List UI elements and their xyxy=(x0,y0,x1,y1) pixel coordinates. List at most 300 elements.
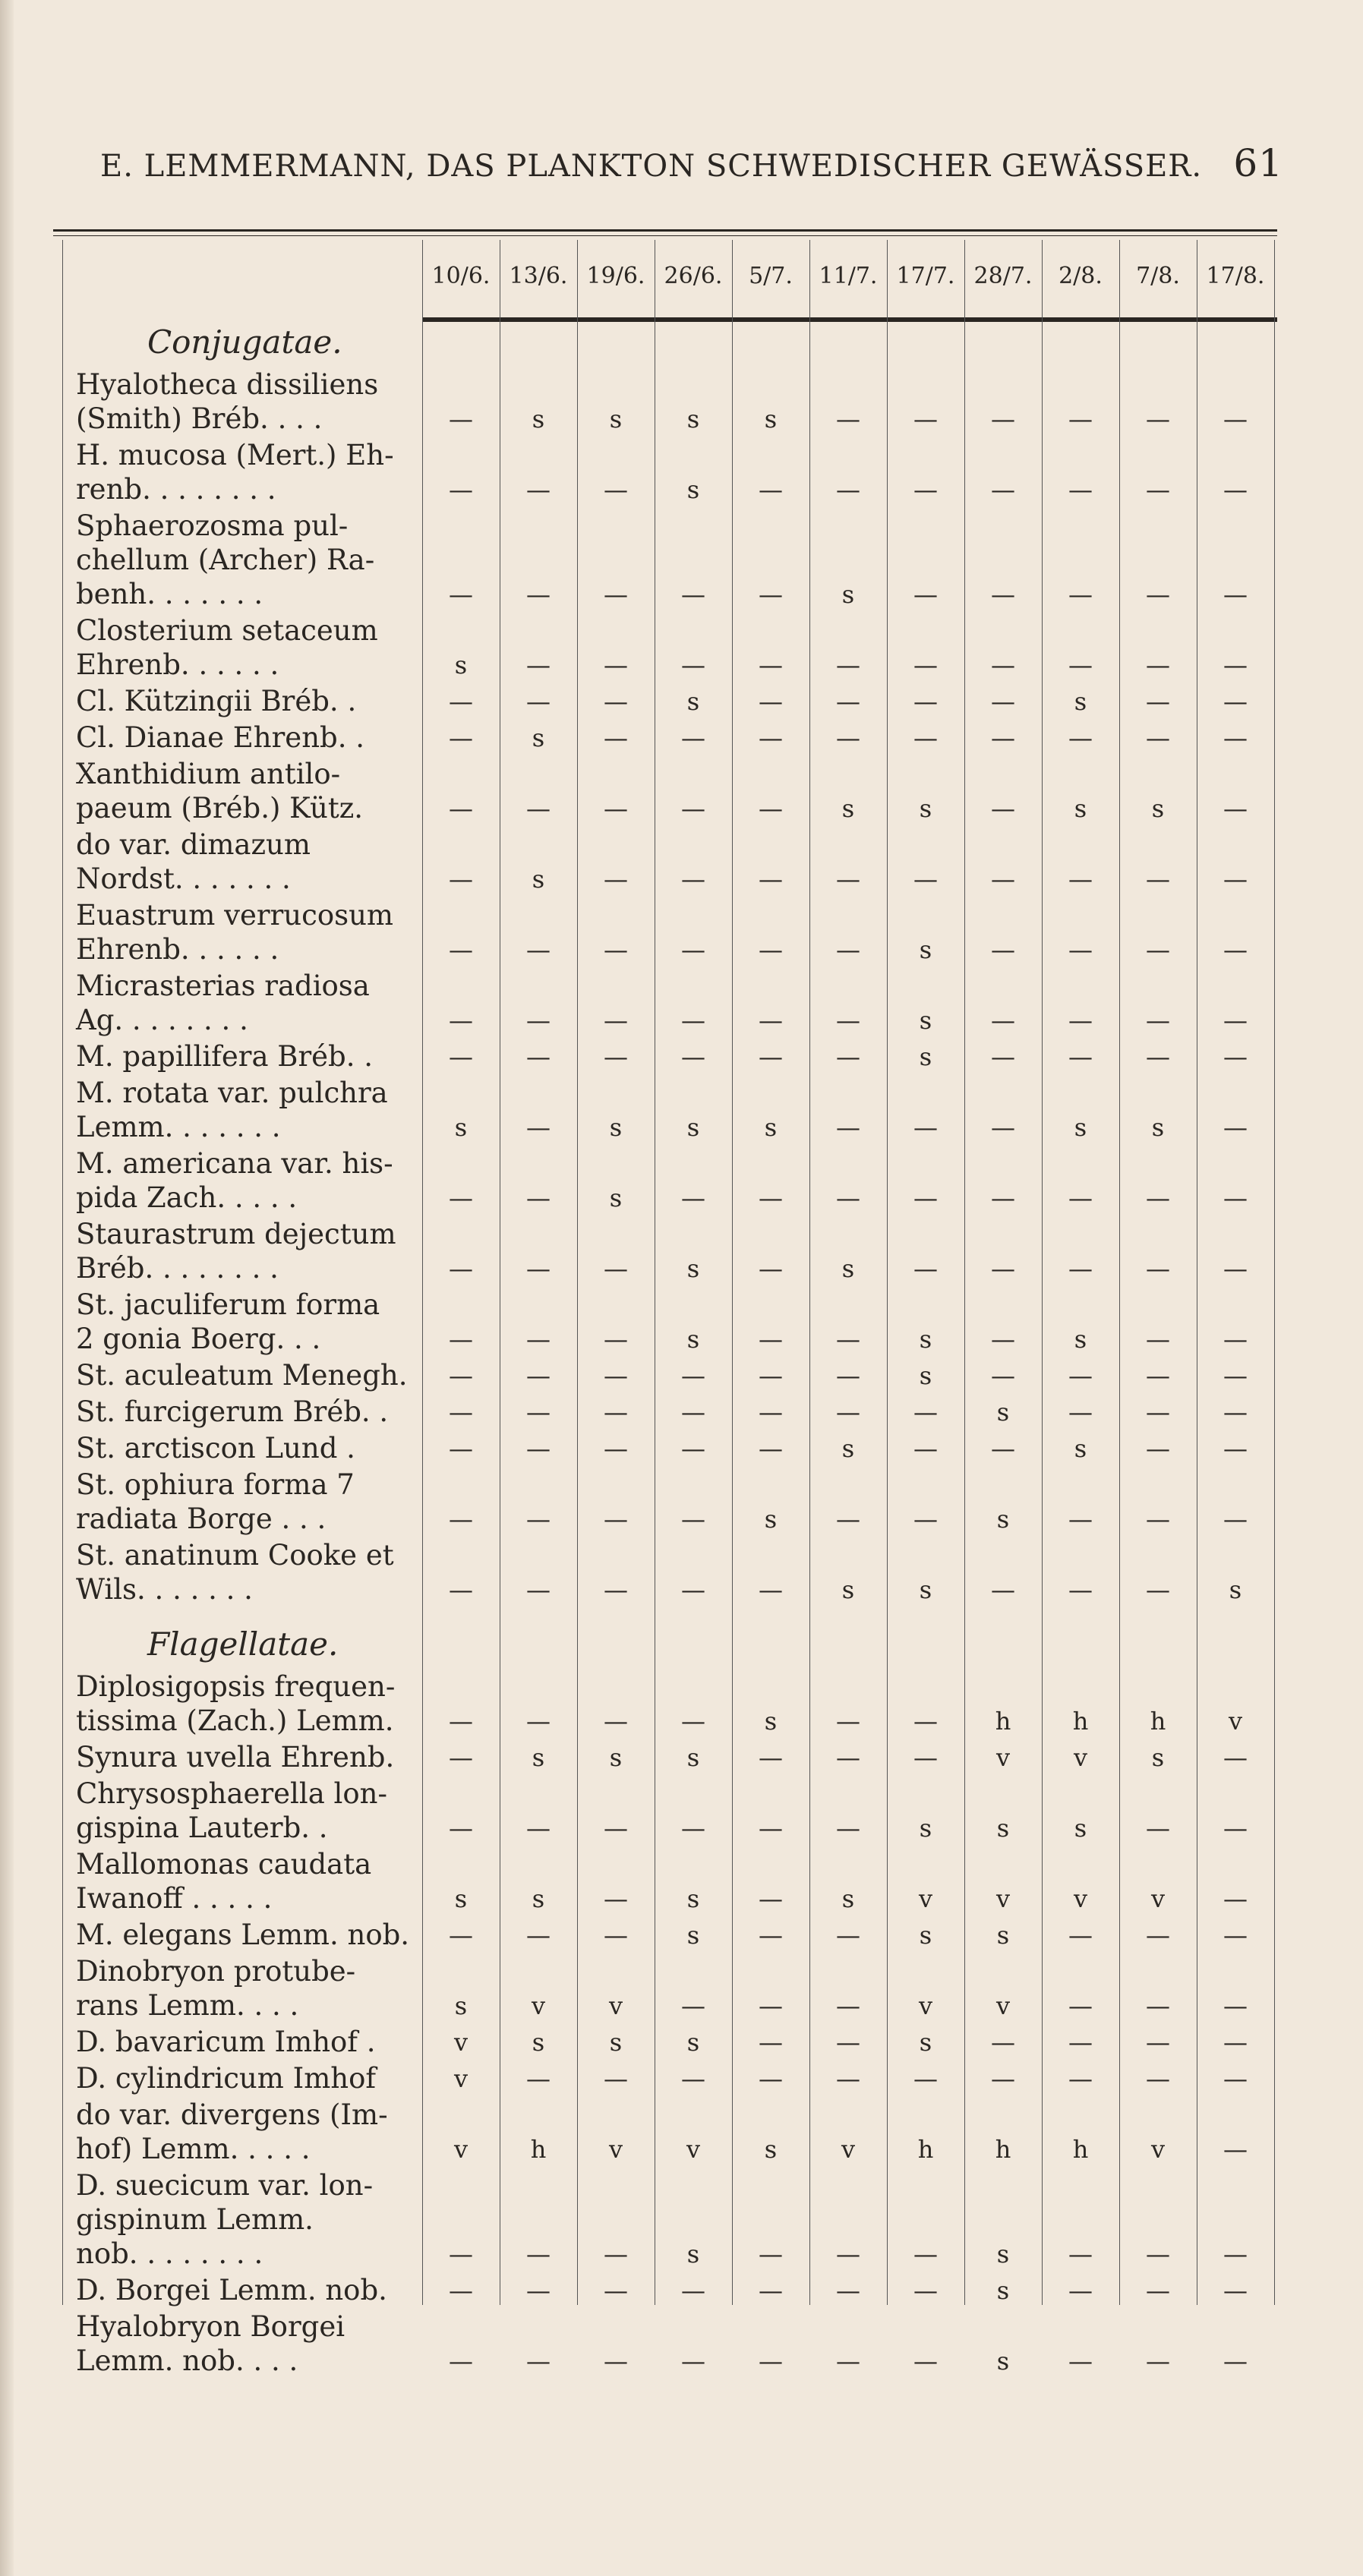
frequency-cell: — xyxy=(1146,935,1170,964)
frequency-cell: — xyxy=(604,2240,628,2269)
frequency-cell: — xyxy=(1223,1398,1248,1427)
frequency-cell: — xyxy=(1146,1434,1170,1463)
frequency-cell: — xyxy=(526,1814,551,1843)
frequency-cell: — xyxy=(526,935,551,964)
frequency-cell: v xyxy=(453,2028,469,2057)
frequency-cell: — xyxy=(759,651,783,679)
frequency-cell: s xyxy=(764,405,778,434)
frequency-cell: — xyxy=(526,2276,551,2305)
frequency-cell: — xyxy=(1146,2347,1170,2376)
frequency-cell: — xyxy=(836,1991,860,2020)
frequency-cell: — xyxy=(681,580,705,609)
species-label-line: Ehrenb. . . . . . xyxy=(76,933,279,966)
species-label-line: 2 gonia Boerg. . . xyxy=(76,1323,321,1355)
frequency-cell: — xyxy=(526,580,551,609)
frequency-cell: — xyxy=(526,1505,551,1534)
frequency-cell: s xyxy=(919,1814,932,1843)
frequency-cell: h xyxy=(917,2135,934,2164)
species-label-line: Xanthidium antilo- xyxy=(76,758,341,790)
frequency-cell: — xyxy=(604,1707,628,1736)
frequency-cell: — xyxy=(604,935,628,964)
frequency-cell: — xyxy=(449,405,473,434)
frequency-cell: — xyxy=(681,2347,705,2376)
frequency-cell: — xyxy=(449,475,473,504)
frequency-cell: — xyxy=(526,1184,551,1212)
frequency-cell: s xyxy=(609,405,623,434)
frequency-cell: s xyxy=(919,2028,932,2057)
species-label-line: Cl. Dianae Ehrenb. . xyxy=(76,721,364,754)
frequency-cell: — xyxy=(449,1254,473,1283)
frequency-cell: v xyxy=(608,1991,623,2020)
frequency-cell: v xyxy=(453,2064,469,2093)
date-column-header: 2/8. xyxy=(1059,263,1103,289)
frequency-cell: — xyxy=(449,1743,473,1772)
species-label-line: M. americana var. his- xyxy=(76,1147,393,1180)
frequency-cell: s xyxy=(919,1006,932,1035)
frequency-cell: — xyxy=(913,1254,938,1283)
frequency-cell: — xyxy=(604,2276,628,2305)
frequency-cell: — xyxy=(1223,2028,1248,2057)
frequency-cell: — xyxy=(526,1361,551,1390)
frequency-cell: — xyxy=(449,1505,473,1534)
frequency-cell: — xyxy=(1223,2064,1248,2093)
frequency-cell: — xyxy=(1223,1042,1248,1071)
species-label-line: tissima (Zach.) Lemm. xyxy=(76,1704,394,1737)
frequency-cell: v xyxy=(995,1991,1011,2020)
frequency-cell: s xyxy=(609,1743,623,1772)
frequency-cell: v xyxy=(453,2135,469,2164)
frequency-cell: v xyxy=(1150,2135,1166,2164)
frequency-cell: s xyxy=(996,2276,1010,2305)
frequency-cell: s xyxy=(764,1707,778,1736)
frequency-cell: — xyxy=(1146,1814,1170,1843)
species-label-line: Bréb. . . . . . . . xyxy=(76,1252,279,1285)
frequency-cell: s xyxy=(1074,1434,1087,1463)
frequency-cell: — xyxy=(836,1707,860,1736)
frequency-cell: — xyxy=(526,1707,551,1736)
frequency-cell: s xyxy=(841,1884,855,1913)
species-label-line: gispinum Lemm. xyxy=(76,2203,314,2236)
species-label-line: rans Lemm. . . . xyxy=(76,1989,299,2022)
frequency-cell: — xyxy=(991,405,1015,434)
species-label-line: Hyalobryon Borgei xyxy=(76,2310,345,2343)
frequency-cell: — xyxy=(681,865,705,894)
frequency-cell: s xyxy=(532,1743,545,1772)
frequency-cell: — xyxy=(836,1325,860,1354)
species-label-line: M. rotata var. pulchra xyxy=(76,1077,388,1109)
species-label-line: radiata Borge . . . xyxy=(76,1502,327,1535)
frequency-cell: — xyxy=(526,2240,551,2269)
frequency-cell: — xyxy=(759,1254,783,1283)
frequency-cell: — xyxy=(759,687,783,716)
species-label-line: Iwanoff . . . . . xyxy=(76,1882,273,1915)
species-label-line: pida Zach. . . . . xyxy=(76,1181,298,1214)
frequency-cell: s xyxy=(841,1434,855,1463)
frequency-cell: — xyxy=(681,1184,705,1212)
frequency-cell: — xyxy=(991,1254,1015,1283)
species-label-line: St. arctiscon Lund . xyxy=(76,1432,355,1465)
frequency-cell: — xyxy=(759,1361,783,1390)
frequency-cell: — xyxy=(1223,1991,1248,2020)
frequency-cell: — xyxy=(681,1006,705,1035)
frequency-cell: — xyxy=(526,687,551,716)
frequency-cell: — xyxy=(913,1113,938,1142)
species-label-line: Synura uvella Ehrenb. xyxy=(76,1741,395,1774)
species-label-line: Lemm. nob. . . . xyxy=(76,2344,298,2377)
frequency-cell: s xyxy=(919,1921,932,1950)
frequency-cell: — xyxy=(1223,1325,1248,1354)
species-label-line: D. cylindricum Imhof xyxy=(76,2062,377,2095)
frequency-cell: v xyxy=(531,1991,546,2020)
species-label-line: D. Borgei Lemm. nob. xyxy=(76,2274,387,2306)
frequency-cell: — xyxy=(913,865,938,894)
date-column-header: 19/6. xyxy=(586,263,645,289)
frequency-cell: — xyxy=(1146,1325,1170,1354)
frequency-cell: — xyxy=(604,794,628,823)
frequency-cell: v xyxy=(608,2135,623,2164)
frequency-cell: — xyxy=(604,1575,628,1604)
frequency-cell: — xyxy=(759,1921,783,1950)
frequency-cell: — xyxy=(913,1707,938,1736)
table-left-border xyxy=(62,240,63,2305)
frequency-cell: — xyxy=(449,580,473,609)
frequency-cell: — xyxy=(759,1434,783,1463)
frequency-cell: v xyxy=(686,2135,701,2164)
frequency-cell: — xyxy=(759,1814,783,1843)
frequency-cell: — xyxy=(1068,2028,1093,2057)
frequency-cell: — xyxy=(836,2064,860,2093)
frequency-cell: — xyxy=(991,865,1015,894)
frequency-cell: — xyxy=(449,1707,473,1736)
species-label-line: Mallomonas caudata xyxy=(76,1848,372,1881)
frequency-cell: — xyxy=(449,1814,473,1843)
frequency-cell: — xyxy=(1223,687,1248,716)
date-column-header: 5/7. xyxy=(749,263,793,289)
frequency-cell: — xyxy=(1223,2135,1248,2164)
frequency-cell: — xyxy=(991,2028,1015,2057)
frequency-cell: — xyxy=(759,1398,783,1427)
frequency-cell: — xyxy=(526,1042,551,1071)
species-label-line: (Smith) Bréb. . . . xyxy=(76,402,323,435)
frequency-cell: — xyxy=(604,1921,628,1950)
frequency-cell: — xyxy=(1223,1361,1248,1390)
frequency-cell: — xyxy=(836,1006,860,1035)
frequency-cell: — xyxy=(1068,1575,1093,1604)
frequency-cell: — xyxy=(681,2064,705,2093)
date-column-header: 17/8. xyxy=(1206,263,1265,289)
frequency-cell: s xyxy=(841,1254,855,1283)
frequency-cell: s xyxy=(841,794,855,823)
species-label-line: Diplosigopsis frequen- xyxy=(76,1670,396,1703)
species-label-line: Ehrenb. . . . . . xyxy=(76,648,279,681)
frequency-cell: — xyxy=(1223,475,1248,504)
frequency-cell: s xyxy=(532,865,545,894)
frequency-cell: — xyxy=(1146,580,1170,609)
frequency-cell: — xyxy=(913,1505,938,1534)
frequency-cell: s xyxy=(686,405,700,434)
species-label-line: M. elegans Lemm. nob. xyxy=(76,1919,410,1951)
frequency-cell: s xyxy=(686,475,700,504)
frequency-cell: — xyxy=(604,724,628,752)
frequency-cell: — xyxy=(759,1042,783,1071)
table-top-rule xyxy=(53,229,1277,236)
frequency-cell: — xyxy=(1223,2276,1248,2305)
frequency-cell: — xyxy=(913,580,938,609)
frequency-cell: s xyxy=(764,1113,778,1142)
frequency-cell: — xyxy=(1068,580,1093,609)
frequency-cell: s xyxy=(841,580,855,609)
frequency-cell: — xyxy=(1223,794,1248,823)
frequency-cell: — xyxy=(836,2276,860,2305)
frequency-cell: — xyxy=(913,1184,938,1212)
frequency-cell: — xyxy=(1223,1254,1248,1283)
frequency-cell: — xyxy=(1068,1398,1093,1427)
frequency-cell: s xyxy=(1074,794,1087,823)
frequency-cell: — xyxy=(1223,1743,1248,1772)
frequency-cell: — xyxy=(681,724,705,752)
frequency-cell: — xyxy=(759,1006,783,1035)
frequency-cell: — xyxy=(449,2240,473,2269)
frequency-cell: — xyxy=(1146,1505,1170,1534)
frequency-cell: — xyxy=(759,1575,783,1604)
frequency-cell: — xyxy=(1146,1921,1170,1950)
header-rule xyxy=(422,317,1277,322)
frequency-cell: — xyxy=(1068,2276,1093,2305)
frequency-cell: s xyxy=(532,405,545,434)
frequency-cell: h xyxy=(1072,2135,1089,2164)
frequency-cell: — xyxy=(913,2347,938,2376)
frequency-cell: s xyxy=(1074,687,1087,716)
frequency-cell: s xyxy=(1151,794,1165,823)
species-label-line: Cl. Kützingii Bréb. . xyxy=(76,685,357,717)
frequency-cell: — xyxy=(604,1398,628,1427)
frequency-cell: — xyxy=(681,1398,705,1427)
frequency-cell: — xyxy=(449,2347,473,2376)
frequency-cell: h xyxy=(1150,1707,1166,1736)
frequency-cell: — xyxy=(681,651,705,679)
species-label-line: D. bavaricum Imhof . xyxy=(76,2026,376,2058)
frequency-cell: — xyxy=(1146,2240,1170,2269)
frequency-cell: — xyxy=(991,1325,1015,1354)
frequency-cell: v xyxy=(995,1743,1011,1772)
frequency-cell: — xyxy=(1146,1184,1170,1212)
frequency-cell: s xyxy=(919,1575,932,1604)
frequency-cell: — xyxy=(604,865,628,894)
frequency-cell: s xyxy=(1074,1814,1087,1843)
frequency-cell: — xyxy=(681,1814,705,1843)
frequency-cell: — xyxy=(1068,1006,1093,1035)
frequency-cell: s xyxy=(454,1991,468,2020)
frequency-cell: — xyxy=(681,1434,705,1463)
frequency-cell: — xyxy=(1068,2064,1093,2093)
frequency-cell: s xyxy=(996,1921,1010,1950)
species-label-line: Chrysosphaerella lon- xyxy=(76,1777,387,1810)
frequency-cell: — xyxy=(1068,724,1093,752)
frequency-cell: — xyxy=(1068,1921,1093,1950)
frequency-cell: s xyxy=(919,1361,932,1390)
frequency-cell: — xyxy=(836,2028,860,2057)
frequency-cell: — xyxy=(1146,2276,1170,2305)
date-column-header: 26/6. xyxy=(664,263,723,289)
frequency-cell: — xyxy=(604,687,628,716)
frequency-cell: — xyxy=(1068,1505,1093,1534)
frequency-cell: — xyxy=(913,687,938,716)
species-label-line: Dinobryon protube- xyxy=(76,1955,356,1988)
frequency-cell: — xyxy=(759,2064,783,2093)
frequency-cell: — xyxy=(991,580,1015,609)
frequency-cell: s xyxy=(532,1884,545,1913)
frequency-cell: — xyxy=(913,1743,938,1772)
frequency-cell: — xyxy=(1223,1884,1248,1913)
frequency-cell: — xyxy=(1146,1398,1170,1427)
frequency-cell: — xyxy=(1223,651,1248,679)
species-label-line: St. anatinum Cooke et xyxy=(76,1539,394,1572)
frequency-cell: — xyxy=(991,1113,1015,1142)
frequency-cell: — xyxy=(991,687,1015,716)
frequency-cell: — xyxy=(449,794,473,823)
frequency-cell: — xyxy=(1223,935,1248,964)
frequency-cell: — xyxy=(526,1325,551,1354)
species-label-line: Nordst. . . . . . . xyxy=(76,862,291,895)
frequency-cell: s xyxy=(686,2028,700,2057)
frequency-cell: — xyxy=(604,1254,628,1283)
frequency-cell: — xyxy=(526,475,551,504)
frequency-cell: h xyxy=(995,2135,1011,2164)
frequency-cell: — xyxy=(1223,580,1248,609)
frequency-cell: s xyxy=(996,1505,1010,1534)
species-label-line: do var. divergens (Im- xyxy=(76,2098,388,2131)
frequency-cell: — xyxy=(1223,2240,1248,2269)
frequency-cell: — xyxy=(836,1921,860,1950)
frequency-cell: — xyxy=(759,724,783,752)
frequency-cell: — xyxy=(449,935,473,964)
frequency-cell: — xyxy=(1223,1505,1248,1534)
frequency-cell: — xyxy=(836,1184,860,1212)
frequency-cell: s xyxy=(686,1921,700,1950)
frequency-cell: — xyxy=(1068,475,1093,504)
frequency-cell: — xyxy=(759,1325,783,1354)
frequency-cell: — xyxy=(681,935,705,964)
frequency-cell: — xyxy=(759,2028,783,2057)
frequency-cell: — xyxy=(1223,405,1248,434)
frequency-cell: — xyxy=(449,1006,473,1035)
date-column-header: 28/7. xyxy=(973,263,1033,289)
frequency-cell: s xyxy=(919,794,932,823)
frequency-cell: — xyxy=(1146,1991,1170,2020)
frequency-cell: — xyxy=(526,1006,551,1035)
frequency-cell: — xyxy=(759,935,783,964)
frequency-cell: — xyxy=(449,1921,473,1950)
species-label-line: D. suecicum var. lon- xyxy=(76,2169,374,2202)
frequency-cell: — xyxy=(836,2240,860,2269)
species-label-line: H. mucosa (Mert.) Eh- xyxy=(76,439,394,471)
frequency-cell: — xyxy=(604,1042,628,1071)
species-label-line: benh. . . . . . . xyxy=(76,578,263,610)
frequency-cell: — xyxy=(681,1991,705,2020)
frequency-cell: — xyxy=(759,1184,783,1212)
frequency-cell: — xyxy=(1223,724,1248,752)
frequency-cell: v xyxy=(1073,1743,1088,1772)
frequency-cell: — xyxy=(681,1505,705,1534)
frequency-cell: — xyxy=(449,1184,473,1212)
frequency-cell: s xyxy=(686,1743,700,1772)
frequency-cell: s xyxy=(454,1884,468,1913)
frequency-cell: — xyxy=(526,1921,551,1950)
frequency-cell: s xyxy=(841,1575,855,1604)
frequency-cell: — xyxy=(913,2064,938,2093)
date-column-header: 11/7. xyxy=(819,263,878,289)
section-title: Conjugatae. xyxy=(147,323,342,361)
frequency-cell: — xyxy=(1146,1254,1170,1283)
species-label-line: Hyalotheca dissiliens xyxy=(76,368,379,401)
frequency-cell: — xyxy=(526,1254,551,1283)
frequency-cell: — xyxy=(759,2347,783,2376)
frequency-cell: s xyxy=(919,1325,932,1354)
frequency-cell: — xyxy=(1146,1575,1170,1604)
species-label-line: M. papillifera Bréb. . xyxy=(76,1040,374,1073)
frequency-cell: — xyxy=(449,1434,473,1463)
frequency-cell: — xyxy=(991,724,1015,752)
frequency-cell: — xyxy=(604,1884,628,1913)
frequency-cell: — xyxy=(1068,2347,1093,2376)
species-label-line: paeum (Bréb.) Kütz. xyxy=(76,792,363,825)
frequency-cell: — xyxy=(759,475,783,504)
frequency-cell: — xyxy=(836,935,860,964)
frequency-cell: — xyxy=(449,1042,473,1071)
frequency-cell: s xyxy=(609,1113,623,1142)
frequency-cell: — xyxy=(759,1743,783,1772)
frequency-cell: s xyxy=(532,724,545,752)
frequency-cell: — xyxy=(449,1575,473,1604)
frequency-cell: — xyxy=(991,1184,1015,1212)
species-label-line: Closterium setaceum xyxy=(76,614,378,647)
frequency-cell: v xyxy=(1150,1884,1166,1913)
frequency-cell: — xyxy=(913,405,938,434)
frequency-cell: h xyxy=(995,1707,1011,1736)
frequency-cell: — xyxy=(449,1325,473,1354)
frequency-cell: — xyxy=(1223,1113,1248,1142)
frequency-cell: — xyxy=(759,580,783,609)
frequency-cell: — xyxy=(836,687,860,716)
species-label-line: St. furcigerum Bréb. . xyxy=(76,1395,389,1428)
frequency-cell: — xyxy=(681,1707,705,1736)
frequency-cell: — xyxy=(526,651,551,679)
species-label-line: Lemm. . . . . . . xyxy=(76,1111,281,1143)
frequency-cell: — xyxy=(526,2347,551,2376)
species-label-line: Wils. . . . . . . xyxy=(76,1573,253,1606)
frequency-cell: v xyxy=(1073,1884,1088,1913)
frequency-cell: — xyxy=(991,475,1015,504)
frequency-cell: — xyxy=(1223,1006,1248,1035)
frequency-cell: — xyxy=(526,794,551,823)
frequency-cell: — xyxy=(759,2276,783,2305)
frequency-cell: h xyxy=(530,2135,547,2164)
frequency-cell: — xyxy=(604,651,628,679)
frequency-cell: s xyxy=(996,1398,1010,1427)
frequency-cell: s xyxy=(764,1505,778,1534)
frequency-cell: — xyxy=(759,1884,783,1913)
frequency-cell: — xyxy=(759,1991,783,2020)
frequency-cell: — xyxy=(836,475,860,504)
frequency-cell: — xyxy=(991,1042,1015,1071)
species-label-line: Staurastrum dejectum xyxy=(76,1218,396,1250)
frequency-cell: — xyxy=(913,475,938,504)
frequency-cell: — xyxy=(1146,865,1170,894)
frequency-cell: s xyxy=(1229,1575,1242,1604)
species-label-line: renb. . . . . . . . xyxy=(76,473,276,506)
frequency-cell: s xyxy=(609,1184,623,1212)
frequency-cell: s xyxy=(996,2240,1010,2269)
